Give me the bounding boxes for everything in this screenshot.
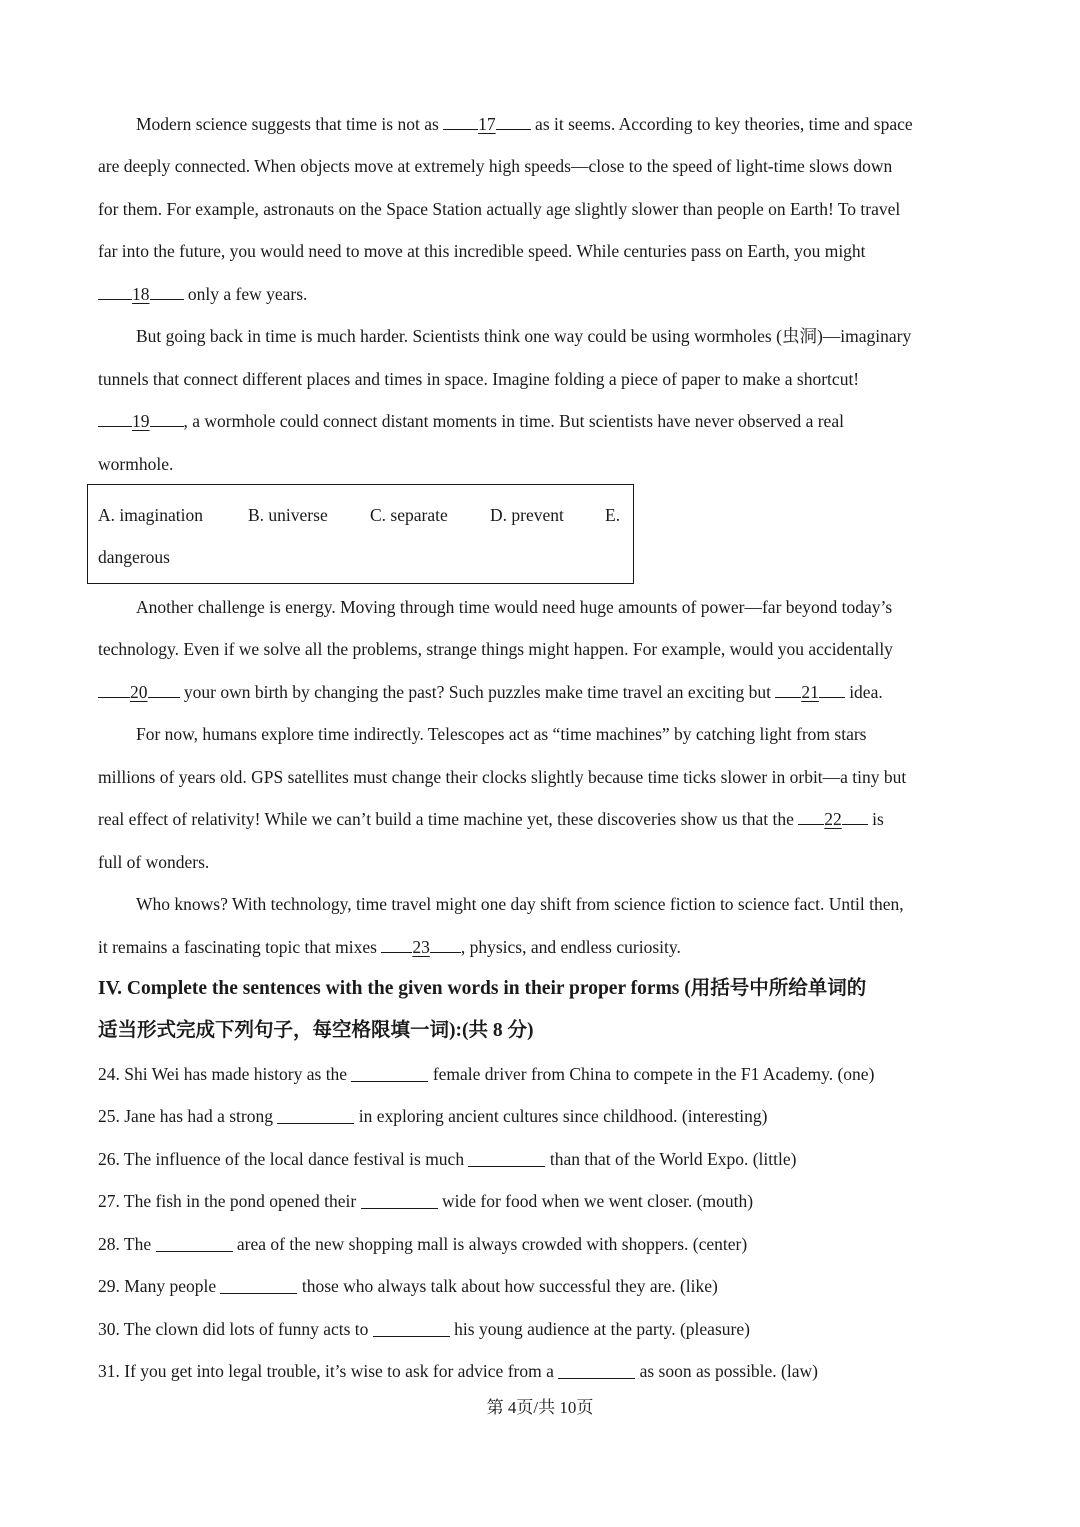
passage-line: millions of years old. GPS satellites must change their clocks slightly because time ticks slower in orbit—a tiny but — [98, 767, 907, 787]
passage-line — [98, 410, 844, 432]
word-option: B. universe — [248, 505, 328, 525]
blank-line — [819, 697, 845, 698]
text: his young audience at the party. (pleasure) — [449, 1319, 750, 1339]
blank-line — [842, 824, 868, 825]
blank-line — [430, 952, 461, 953]
blank-line — [148, 697, 180, 698]
answer-blank[interactable] — [558, 1362, 635, 1379]
text: female driver from China to compete in the F1 Academy. (one) — [428, 1064, 875, 1084]
text: as it seems. According to key theories, time and space — [530, 114, 913, 134]
question-number: 17 — [478, 114, 496, 134]
passage-line: For now, humans explore time indirectly. Telescopes act as “time machines” by catching light from stars — [136, 724, 867, 744]
text: 26. The influence of the local dance festival is much — [98, 1149, 469, 1169]
answer-blank[interactable] — [468, 1150, 545, 1167]
question-number: 23 — [412, 937, 430, 957]
passage-line: far into the future, you would need to move at this incredible speed. While centuries pass on Earth, you might — [98, 241, 866, 261]
text: real effect of relativity! While we can’t build a time machine yet, these discoveries show us that the — [98, 809, 799, 829]
text: 25. Jane has had a strong — [98, 1106, 278, 1126]
word-option-wrap: dangerous — [98, 547, 170, 567]
question-number: 19 — [132, 411, 150, 431]
passage-line — [98, 283, 307, 305]
passage-line — [136, 113, 913, 135]
question-number: 18 — [132, 284, 150, 304]
text: , physics, and endless curiosity. — [460, 937, 681, 957]
passage-line: technology. Even if we solve all the problems, strange things might happen. For example, would you accidentally — [98, 639, 893, 659]
question-number: 21 — [801, 682, 819, 702]
blank-line — [98, 299, 132, 300]
text: as soon as possible. (law) — [635, 1361, 818, 1381]
passage-line: full of wonders. — [98, 852, 210, 872]
answer-blank[interactable] — [351, 1065, 428, 1082]
text: than that of the World Expo. (little) — [545, 1149, 797, 1169]
text: your own birth by changing the past? Such puzzles make time travel an exciting but — [179, 682, 776, 702]
word-bank-box — [87, 484, 634, 584]
answer-blank[interactable] — [156, 1235, 233, 1252]
passage-line — [98, 936, 681, 958]
text: 30. The clown did lots of funny acts to — [98, 1319, 373, 1339]
text: in exploring ancient cultures since childhood. (interesting) — [354, 1106, 768, 1126]
question-item — [98, 1105, 767, 1127]
question-number: 22 — [824, 809, 842, 829]
blank-line — [98, 426, 132, 427]
text: wide for food when we went closer. (mouth) — [437, 1191, 754, 1211]
text: idea. — [844, 682, 883, 702]
text: Modern science suggests that time is not as — [136, 114, 444, 134]
question-item — [98, 1360, 818, 1382]
passage-line: But going back in time is much harder. Scientists think one way could be using wormholes (虫洞)—imaginary — [136, 326, 912, 346]
word-option: A. imagination — [98, 505, 203, 525]
text: is — [867, 809, 884, 829]
page-footer: 第 4页/共 10页 — [486, 1398, 594, 1417]
passage-line: Who knows? With technology, time travel might one day shift from science fiction to science fact. Until then, — [136, 894, 904, 914]
text: 27. The fish in the pond opened their — [98, 1191, 361, 1211]
answer-blank[interactable] — [361, 1192, 438, 1209]
blank-line — [496, 129, 531, 130]
passage-line: for them. For example, astronauts on the Space Station actually age slightly slower than people on Earth! To travel — [98, 199, 901, 219]
word-option: D. prevent — [490, 505, 564, 525]
blank-line — [775, 697, 801, 698]
blank-line — [798, 824, 824, 825]
text: 29. Many people — [98, 1276, 221, 1296]
question-item — [98, 1063, 874, 1085]
text: it remains a fascinating topic that mixes — [98, 937, 382, 957]
blank-line — [443, 129, 478, 130]
passage-line — [98, 808, 884, 830]
question-item — [98, 1275, 718, 1297]
question-item — [98, 1233, 747, 1255]
passage-line: are deeply connected. When objects move at extremely high speeds—close to the speed of light-time slows down — [98, 156, 893, 176]
text: 28. The — [98, 1234, 156, 1254]
section-heading: IV. Complete the sentences with the given words in their proper forms (用括号中所给单词的 — [98, 978, 867, 999]
text: 31. If you get into legal trouble, it’s wise to ask for advice from a — [98, 1361, 559, 1381]
question-number: 20 — [130, 682, 148, 702]
passage-line: tunnels that connect different places and times in space. Imagine folding a piece of paper to make a shortcut! — [98, 369, 860, 389]
blank-line — [381, 952, 412, 953]
blank-line — [98, 697, 130, 698]
word-option: C. separate — [370, 505, 448, 525]
answer-blank[interactable] — [220, 1277, 297, 1294]
text: those who always talk about how successful they are. (like) — [297, 1276, 718, 1296]
text: , a wormhole could connect distant moments in time. But scientists have never observed a real — [183, 411, 844, 431]
answer-blank[interactable] — [277, 1107, 354, 1124]
blank-line — [150, 426, 184, 427]
text: only a few years. — [183, 284, 308, 304]
question-item — [98, 1148, 796, 1170]
answer-blank[interactable] — [373, 1320, 450, 1337]
passage-line: wormhole. — [98, 454, 174, 474]
section-heading: 适当形式完成下列句子，每空格限填一词):(共 8 分) — [98, 1020, 534, 1041]
passage-line — [98, 681, 883, 703]
word-option: E. — [605, 505, 621, 525]
passage-line: Another challenge is energy. Moving through time would need huge amounts of power—far beyond today’s — [136, 597, 893, 617]
text: 24. Shi Wei has made history as the — [98, 1064, 352, 1084]
question-item — [98, 1318, 750, 1340]
question-item — [98, 1190, 753, 1212]
text: area of the new shopping mall is always crowded with shoppers. (center) — [232, 1234, 748, 1254]
blank-line — [150, 299, 184, 300]
